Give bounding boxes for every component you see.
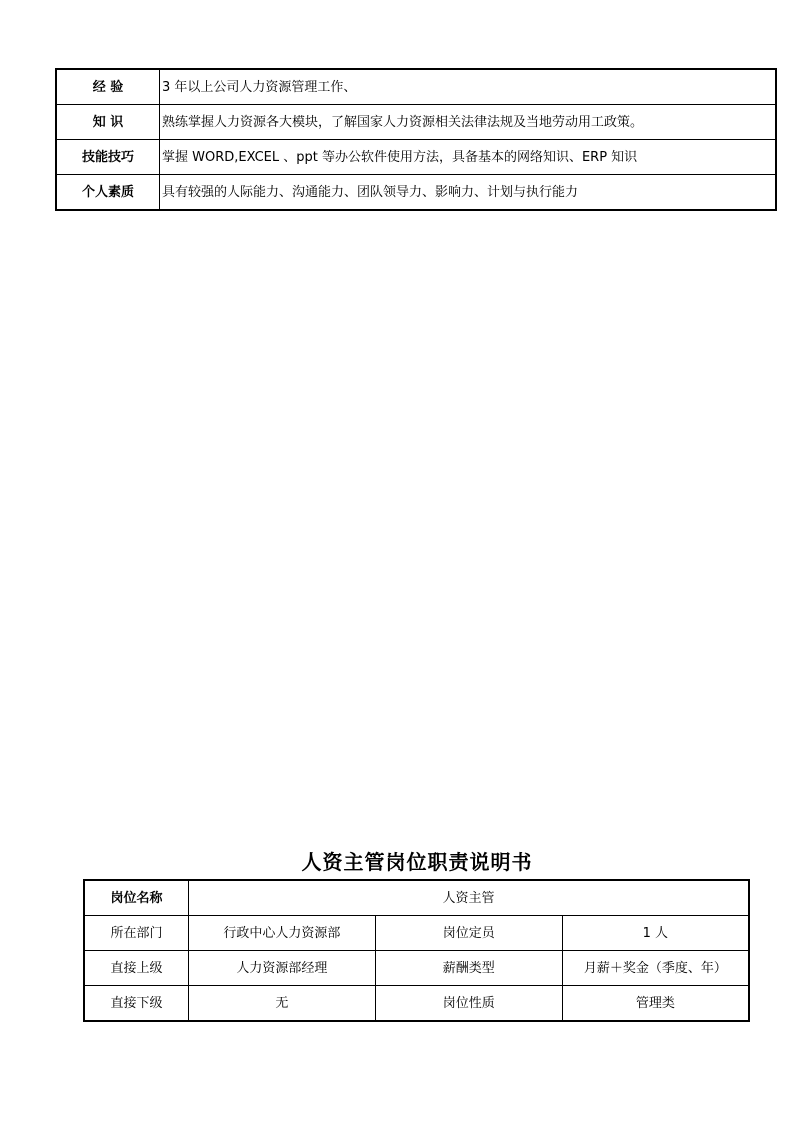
skills-label: 技能技巧 xyxy=(56,140,160,175)
department-value: 行政中心人力资源部 xyxy=(189,916,376,951)
position-info-table xyxy=(83,879,750,1022)
direct-superior-label: 直接上级 xyxy=(84,951,189,986)
knowledge-label: 知 识 xyxy=(56,105,160,140)
direct-subordinate-label: 直接下级 xyxy=(84,986,189,1022)
knowledge-value: 熟练掌握人力资源各大模块，了解国家人力资源相关法律法规及当地劳动用工政策。 xyxy=(160,105,777,140)
table-row xyxy=(56,175,776,211)
direct-subordinate-value: 无 xyxy=(189,986,376,1022)
document-title: 人资主管岗位职责说明书 xyxy=(301,850,533,874)
personal-quality-label: 个人素质 xyxy=(56,175,160,211)
experience-value: 3 年以上公司人力资源管理工作、 xyxy=(160,69,777,105)
salary-type-label: 薪酬类型 xyxy=(375,951,562,986)
position-nature-value: 管理类 xyxy=(562,986,749,1022)
table-row xyxy=(84,880,749,916)
position-name-label: 岗位名称 xyxy=(84,880,189,916)
requirements-table xyxy=(55,68,777,211)
table-row xyxy=(84,916,749,951)
table-row xyxy=(56,140,776,175)
skills-value: 掌握 WORD,EXCEL 、ppt 等办公软件使用方法，具备基本的网络知识、ERP 知识 xyxy=(160,140,777,175)
direct-superior-value: 人力资源部经理 xyxy=(189,951,376,986)
position-nature-label: 岗位性质 xyxy=(375,986,562,1022)
salary-type-value: 月薪＋奖金（季度、年） xyxy=(562,951,749,986)
experience-label: 经 验 xyxy=(56,69,160,105)
table-row xyxy=(56,69,776,105)
personal-quality-value: 具有较强的人际能力、沟通能力、团队领导力、影响力、计划与执行能力 xyxy=(160,175,777,211)
headcount-label: 岗位定员 xyxy=(375,916,562,951)
table-row xyxy=(56,105,776,140)
headcount-value: 1 人 xyxy=(562,916,749,951)
table-row xyxy=(84,986,749,1022)
table-row xyxy=(84,951,749,986)
department-label: 所在部门 xyxy=(84,916,189,951)
position-name-value: 人资主管 xyxy=(189,880,750,916)
